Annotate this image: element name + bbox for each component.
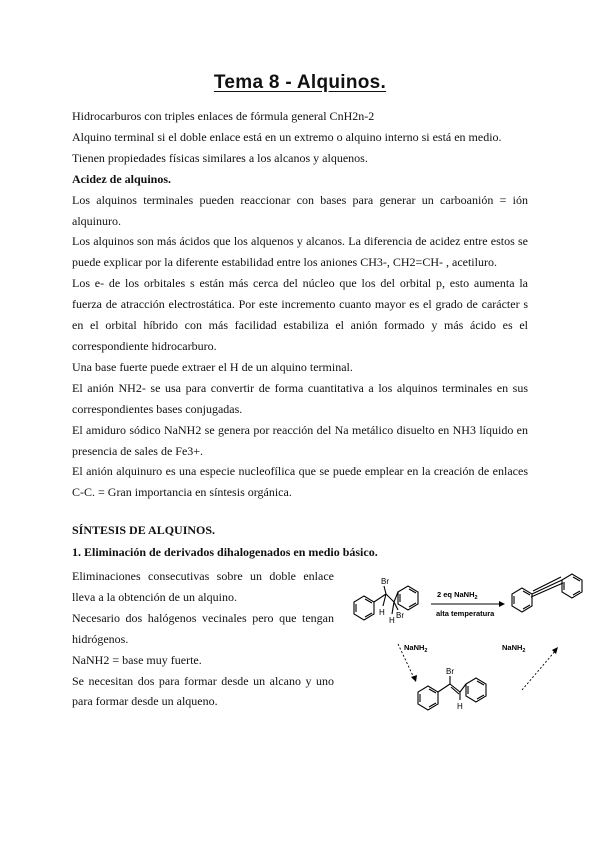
acidity-paragraph-strong-base: Una base fuerte puede extraer el H de un alquino terminal. — [72, 359, 353, 374]
synthesis-subheading: 1. Eliminación de derivados dihalogenados en medio básico. — [72, 545, 378, 559]
intro-paragraph-terminal-internal: Alquino terminal si el doble enlace está en un extremo o alquino interno si está en medio. — [72, 129, 502, 144]
synthesis-paragraph-eliminations: Eliminaciones consecutivas sobre un doble enlace lleva a la obtención de un alquino. — [72, 569, 334, 604]
left-step-arrow-head — [411, 675, 417, 682]
main-condition-label: alta temperatura — [436, 609, 495, 618]
main-arrow-head — [499, 601, 505, 607]
synthesis-paragraph-vicinal: Necesario dos halógenos vecinales pero que tengan hidrógenos. — [72, 610, 334, 646]
left-reagent-label: NaNH$_2$ — [404, 643, 428, 654]
page-title: Tema 8 - Alquinos. — [213, 72, 387, 93]
dibromide-structure — [354, 586, 418, 620]
acidity-paragraph-orbitals: Los e- de los orbitales s están más cerca del núcleo que los del orbital p, esto aumenta la fuerza de atracción electrostática. Por este incremento cuanto mayor es el grado de carácter s en el orbital híbrido con más facilidad estabiliza el anión formado y más ácido es el correspondiente hidrocarburo. — [72, 276, 528, 353]
synthesis-text-column — [72, 566, 334, 712]
main-reagent-label: 2 eq NaNH$_2$ — [437, 590, 478, 601]
acidity-paragraph-alkynide: El anión alquinuro es una especie nucleofílica que se puede emplear en la creación de enlaces C-C. = Gran importancia en síntesis orgánica. — [72, 464, 528, 500]
alkyne-product-structure — [512, 574, 582, 612]
acidity-paragraph-comparison: Los alquinos son más ácidos que los alquenos y alcanos. La diferencia de acidez entre estos se puede explicar por la diferente estabilidad entre los aniones CH3-, CH2=CH- , acetiluro. — [72, 234, 528, 270]
synthesis-heading: SÍNTESIS DE ALQUINOS. — [72, 523, 216, 537]
synthesis-paragraph-equivalents: Se necesitan dos para formar desde un alcano y uno para formar desde un alqueno. — [72, 673, 334, 709]
dibromide-h-left: H — [379, 608, 385, 617]
right-reagent-label: NaNH$_2$ — [502, 643, 526, 654]
acidity-paragraph-nh2: El anión NH2- se usa para convertir de forma cuantitativa a los alquinos terminales en sus correspondientes bases conjugadas. — [72, 380, 528, 416]
intro-paragraph-properties: Tienen propiedades físicas similares a los alcanos y alquenos. — [72, 150, 368, 165]
acidity-paragraph-carbanion: Los alquinos terminales pueden reaccionar con bases para generar un carboanión = ión alquinuro. — [72, 192, 528, 228]
synthesis-paragraph-base: NaNH2 = base muy fuerte. — [72, 652, 202, 667]
dibromide-h-right: H — [389, 616, 395, 625]
intro-and-acidity-section — [72, 106, 528, 503]
acidity-heading: Acidez de alquinos. — [72, 171, 172, 186]
vinyl-bromide-h-label: H — [457, 702, 463, 711]
intro-paragraph-formula: Hidrocarburos con triples enlaces de fórmula general CnH2n-2 — [72, 109, 375, 123]
right-step-arrow — [522, 650, 556, 690]
vinyl-bromide-br-label: Br — [446, 667, 454, 676]
right-step-arrow-head — [552, 647, 558, 654]
vinyl-bromide-structure — [418, 676, 486, 710]
dibromide-br-side: Br — [396, 611, 404, 620]
reaction-scheme — [336, 566, 600, 722]
acidity-paragraph-sodium-amide: El amiduro sódico NaNH2 se genera por reacción del Na metálico disuelto en NH3 líquido en presencia de sales de Fe3+. — [72, 422, 528, 458]
dibromide-br-top: Br — [381, 577, 389, 586]
